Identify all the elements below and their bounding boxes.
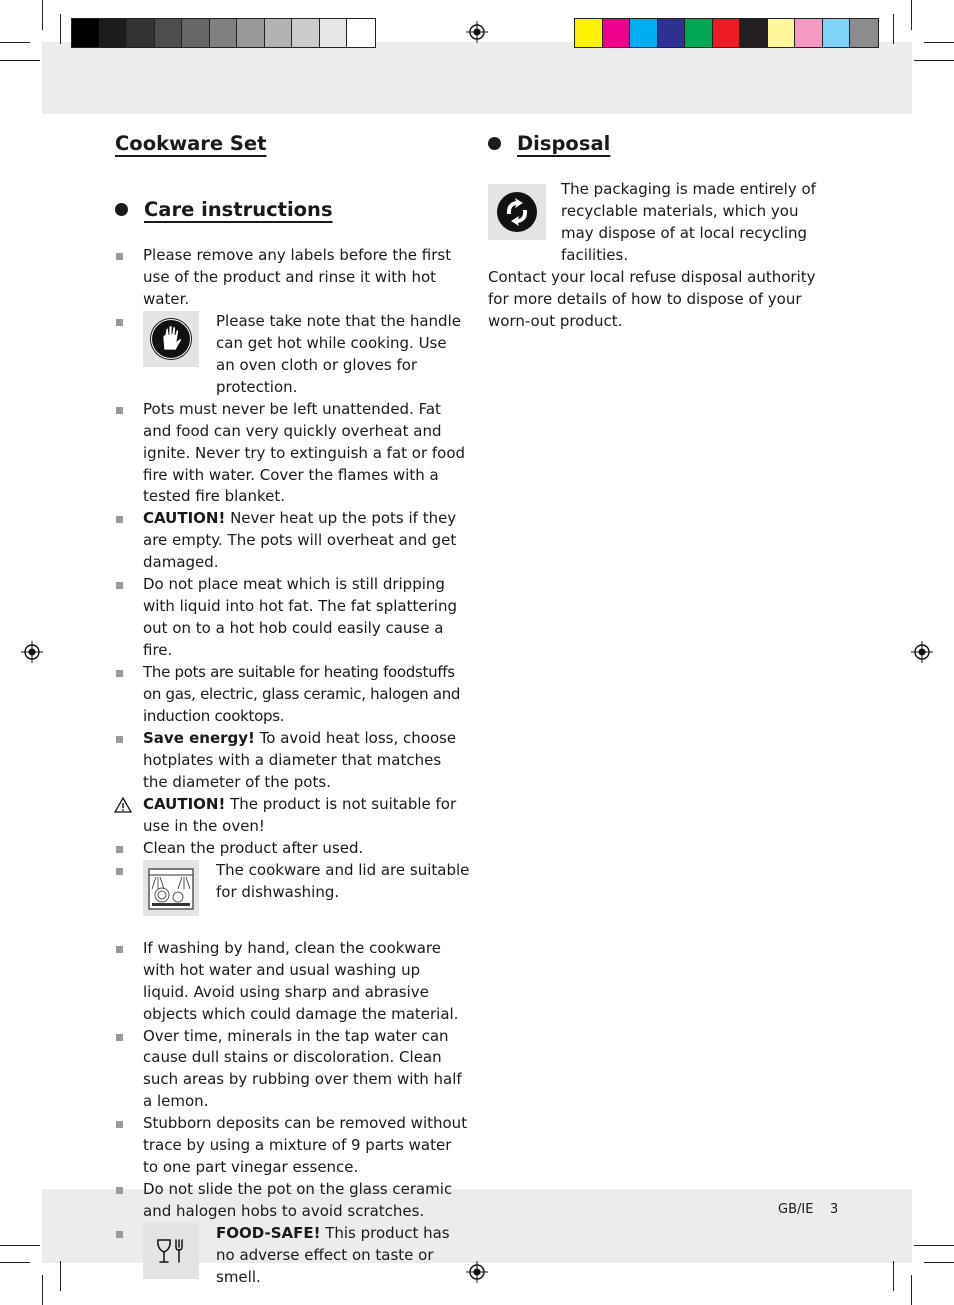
care-heading-text: Care instructions xyxy=(144,198,333,221)
page-title: Cookware Set xyxy=(115,132,267,155)
item-text: Stubborn deposits can be removed without trace by using a mixture of 9 parts water to one part vinegar essence. xyxy=(143,1114,468,1177)
header-band xyxy=(42,42,912,114)
color-swatch xyxy=(713,19,741,47)
crop-mark xyxy=(0,42,30,43)
crop-mark xyxy=(0,60,40,61)
color-swatch xyxy=(210,19,238,47)
list-item xyxy=(114,860,470,916)
square-bullet-icon xyxy=(116,582,123,589)
crop-mark xyxy=(914,1245,954,1246)
square-bullet-icon xyxy=(116,1121,123,1128)
color-swatch xyxy=(265,19,293,47)
item-text: Please remove any labels before the first use of the product and rinse it with hot water. xyxy=(143,246,452,308)
color-swatch xyxy=(768,19,796,47)
square-bullet-icon xyxy=(116,407,123,414)
warning-triangle-icon xyxy=(114,796,132,814)
bullet-dot-icon xyxy=(115,203,128,216)
list-item xyxy=(114,1223,470,1289)
color-swatch xyxy=(347,19,375,47)
square-bullet-icon xyxy=(116,1231,123,1238)
list-item xyxy=(114,508,470,574)
caution-label: CAUTION! xyxy=(143,509,226,528)
color-swatch xyxy=(320,19,348,47)
color-swatch xyxy=(795,19,823,47)
grayscale-calibration-bar xyxy=(71,18,376,48)
square-bullet-icon xyxy=(116,253,123,260)
square-bullet-icon xyxy=(116,670,123,677)
crop-mark xyxy=(914,60,954,61)
oven-glove-icon xyxy=(143,311,199,367)
item-text: Do not place meat which is still dripping with liquid into hot fat. The fat splattering out on to a hot hob could easily cause a fire. xyxy=(143,575,457,660)
caution-label: CAUTION! xyxy=(143,794,226,813)
crop-mark xyxy=(60,1261,61,1291)
list-item xyxy=(114,938,470,1026)
item-text: Please take note that the handle can get hot while cooking. Use an oven cloth or gloves for protection. xyxy=(216,311,461,396)
crop-mark xyxy=(42,1275,43,1305)
list-item xyxy=(114,1113,470,1179)
list-item xyxy=(114,399,470,509)
crop-mark xyxy=(893,14,894,44)
square-bullet-icon xyxy=(116,946,123,953)
disposal-heading-text: Disposal xyxy=(517,132,611,155)
list-item xyxy=(114,1026,470,1114)
list-item xyxy=(114,838,470,860)
item-text: The product is not suitable for use in the oven! xyxy=(143,794,457,835)
item-text: Clean the product after used. xyxy=(143,838,364,857)
crop-mark xyxy=(893,1261,894,1291)
crop-mark xyxy=(924,42,954,43)
crop-mark xyxy=(0,1245,40,1246)
list-item xyxy=(114,311,470,399)
page-number: 3 xyxy=(830,1202,839,1217)
crop-mark xyxy=(911,0,912,30)
item-text: The pots are suitable for heating foodstuffs on gas, electric, glass ceramic, halogen and induction cooktops. xyxy=(143,663,461,726)
square-bullet-icon xyxy=(116,319,123,326)
color-swatch xyxy=(237,19,265,47)
crop-mark xyxy=(0,1262,30,1263)
color-swatch xyxy=(823,19,851,47)
square-bullet-icon xyxy=(116,736,123,743)
item-text: Over time, minerals in the tap water can cause dull stains or discoloration. Clean such areas by rubbing over them with half a lemon. xyxy=(143,1026,462,1111)
item-text: This product has no adverse effect on taste or smell. xyxy=(216,1224,450,1286)
list-item xyxy=(114,574,470,662)
list-item xyxy=(114,794,470,838)
food-safe-label: FOOD-SAFE! xyxy=(216,1224,321,1243)
square-bullet-icon xyxy=(116,1187,123,1194)
item-text: To avoid heat loss, choose hotplates with a diameter that matches the diameter of the pots. xyxy=(143,728,457,791)
square-bullet-icon xyxy=(116,1034,123,1041)
item-text: The cookware and lid are suitable for dishwashing. xyxy=(216,860,470,901)
care-instructions-heading xyxy=(115,198,333,221)
list-item xyxy=(114,728,470,794)
square-bullet-icon xyxy=(116,516,123,523)
color-swatch xyxy=(155,19,183,47)
contact-text: Contact your local refuse disposal authority for more details of how to dispose of your worn-out product. xyxy=(488,268,816,330)
bullet-dot-icon xyxy=(488,137,501,150)
color-swatch xyxy=(850,19,878,47)
color-swatch xyxy=(630,19,658,47)
color-swatch xyxy=(658,19,686,47)
registration-mark-icon xyxy=(466,21,488,43)
item-text: Never heat up the pots if they are empty. The pots will overheat and get damaged. xyxy=(143,509,457,572)
packaging-text: The packaging is made entirely of recyclable materials, which you may dispose of at local recycling facilities. xyxy=(561,180,816,264)
color-swatch xyxy=(575,19,603,47)
item-text: Do not slide the pot on the glass ceramic and halogen hobs to avoid scratches. xyxy=(143,1180,453,1221)
crop-mark xyxy=(924,1262,954,1263)
square-bullet-icon xyxy=(116,846,123,853)
color-swatch xyxy=(740,19,768,47)
crop-mark xyxy=(911,1275,912,1305)
footer-locale: GB/IE xyxy=(778,1202,814,1217)
color-swatch xyxy=(292,19,320,47)
registration-mark-icon xyxy=(911,641,933,663)
color-swatch xyxy=(685,19,713,47)
list-item xyxy=(114,1179,470,1223)
color-swatch xyxy=(182,19,210,47)
list-item xyxy=(114,245,470,311)
color-swatch xyxy=(100,19,128,47)
disposal-heading xyxy=(488,132,610,155)
color-swatch xyxy=(127,19,155,47)
item-text: If washing by hand, clean the cookware with hot water and usual washing up liquid. Avoid using sharp and abrasive objects which could damage the material. xyxy=(143,938,459,1023)
save-energy-label: Save energy! xyxy=(143,728,255,747)
green-dot-recycling-icon xyxy=(488,184,546,240)
item-text: Pots must never be left unattended. Fat and food can very quickly overheat and ignite. Never try to extinguish a fat or food fire with water. Cover the flames with a tested fire blanket. xyxy=(143,399,466,506)
food-safe-icon xyxy=(143,1223,199,1279)
registration-mark-icon xyxy=(21,641,43,663)
square-bullet-icon xyxy=(116,868,123,875)
color-swatch xyxy=(72,19,100,47)
crop-mark xyxy=(60,14,61,44)
color-swatch xyxy=(603,19,631,47)
list-item xyxy=(114,662,470,728)
dishwasher-icon xyxy=(143,860,199,916)
color-calibration-bar xyxy=(574,18,879,48)
care-instructions-list xyxy=(114,245,470,1289)
crop-mark xyxy=(42,0,43,30)
